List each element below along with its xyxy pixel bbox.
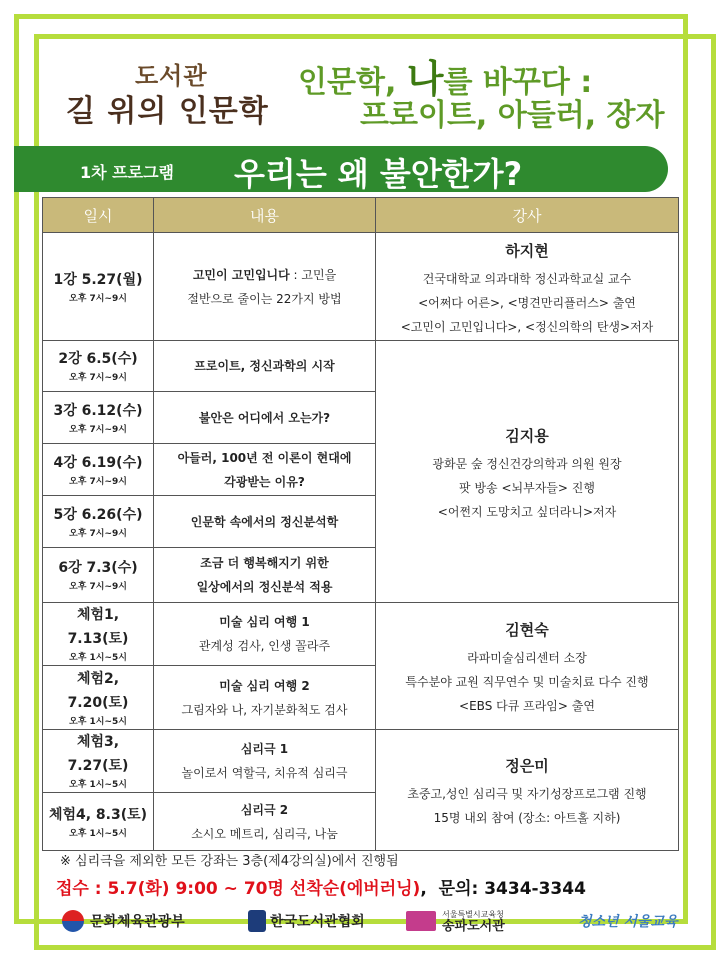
registration-separator: , (420, 879, 427, 899)
header-date: 일시 (43, 198, 154, 233)
logo-association (248, 905, 365, 937)
logo-program-name: 길 위의 인문학 (66, 94, 269, 129)
header-lecturer: 강사 (376, 198, 679, 233)
title-part1: 인문학, (298, 65, 407, 100)
row-date: 체험2, 7.20(토) 오후 1시~5시 (43, 666, 154, 730)
contact-number: 문의: 3434-3344 (438, 879, 586, 899)
lecturer-cell: 김현숙 라파미술심리센터 소장 특수분야 교원 직무연수 및 미술치료 다수 진행 <EBS 다큐 프라임> 출연 (376, 603, 679, 730)
taegeuk-icon (62, 910, 84, 932)
row-date: 1강 5.27(월) 오후 7시~9시 (43, 233, 154, 341)
table-row (43, 233, 679, 341)
table-row (43, 603, 679, 666)
logo-songpa-library (406, 905, 505, 937)
row-date: 2강 6.5(수) 오후 7시~9시 (43, 341, 154, 392)
row-date: 5강 6.26(수) 오후 7시~9시 (43, 496, 154, 548)
registration-label: 접수 : 5.7(화) 9:00 ~ 70명 선착순(에버러닝) (56, 879, 421, 899)
page-title-line2: 프로이트, 아들러, 장자 (360, 98, 665, 133)
association-emblem-icon (248, 910, 266, 932)
row-date: 4강 6.19(수) 오후 7시~9시 (43, 444, 154, 496)
row-content: 심리극 1 놀이로서 역할극, 치유적 심리극 (154, 730, 376, 793)
row-date: 3강 6.12(수) 오후 7시~9시 (43, 392, 154, 444)
row-date: 체험1, 7.13(토) 오후 1시~5시 (43, 603, 154, 666)
banner-title: 우리는 왜 불안한가? (234, 155, 523, 193)
sponsor-logos (62, 905, 702, 937)
title-big: 나 (406, 57, 444, 101)
row-content: 심리극 2 소시오 메트리, 심리극, 나눔 (154, 793, 376, 851)
row-content: 고민이 고민입니다 : 고민을 절반으로 줄이는 22가지 방법 (154, 233, 376, 341)
schedule-table (42, 197, 679, 851)
registration-info (56, 874, 586, 899)
table-header-row (43, 198, 679, 233)
row-content: 인문학 속에서의 정신분석학 (154, 496, 376, 548)
header-content: 내용 (154, 198, 376, 233)
lecturer-cell: 김지용 광화문 숲 정신건강의학과 의원 원장 팟 방송 <뇌부자들> 진행 <어쩐지 도망치고 싶더라니>저자 (376, 341, 679, 603)
lecturer-cell: 정은미 초중고,성인 심리극 및 자기성장프로그램 진행 15명 내외 참여 (장소: 아트홀 지하) (376, 730, 679, 851)
row-content: 프로이트, 정신과학의 시작 (154, 341, 376, 392)
table-row (43, 341, 679, 392)
row-content: 아들러, 100년 전 이론이 현대에 각광받는 이유? (154, 444, 376, 496)
table-row (43, 730, 679, 793)
title-part2: 를 바꾸다 : (443, 65, 593, 100)
venue-note: ※ 심리극을 제외한 모든 강좌는 3층(제4강의실)에서 진행됨 (60, 854, 399, 869)
row-content: 미술 심리 여행 1 관계성 검사, 인생 꼴라주 (154, 603, 376, 666)
logo-seoul-education: 청소년 서울교육 (578, 914, 678, 930)
row-date: 체험4, 8.3(토) 오후 1시~5시 (43, 793, 154, 851)
banner-subtitle: 1차 프로그램 (80, 163, 174, 182)
row-date: 체험3, 7.27(토) 오후 1시~5시 (43, 730, 154, 793)
logo-library: 도서관 (135, 62, 208, 90)
lecturer-cell: 하지현 건국대학교 의과대학 정신과학교실 교수 <어쩌다 어른>, <명견만리플러스> 출연 <고민이 고민입니다>, <정신의학의 탄생>저자 (376, 233, 679, 341)
logo-association-text: 한국도서관협회 (270, 914, 365, 930)
logo-songpa-text: 서울특별시교육청 송파도서관 (442, 910, 505, 934)
row-date: 6강 7.3(수) 오후 7시~9시 (43, 548, 154, 603)
row-content: 조금 더 행복해지기 위한 일상에서의 정신분석 적용 (154, 548, 376, 603)
program-banner (14, 146, 668, 192)
row-content: 미술 심리 여행 2 그림자와 나, 자기분화척도 검사 (154, 666, 376, 730)
logo-ministry (62, 905, 185, 937)
logo-ministry-text: 문화체육관광부 (90, 914, 185, 930)
library-book-icon (406, 911, 436, 931)
row-content: 불안은 어디에서 오는가? (154, 392, 376, 444)
